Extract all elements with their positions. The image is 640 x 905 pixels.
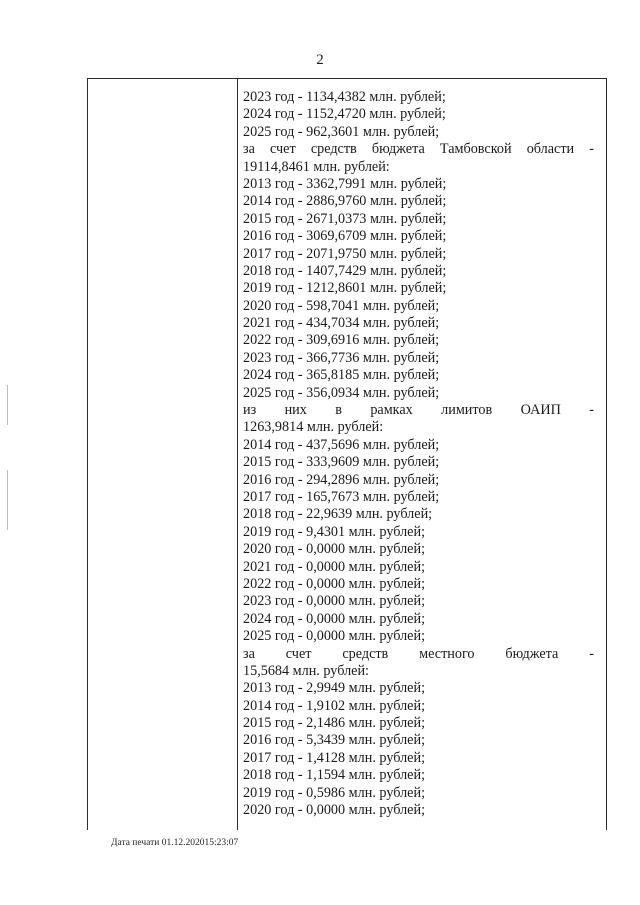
header-word: лимитов — [441, 402, 493, 419]
funding-text — [243, 89, 594, 819]
scan-margin-mark — [7, 385, 8, 425]
funding-line: 2021 год - 0,0000 млн. рублей; — [243, 558, 426, 575]
table-right-cell — [238, 79, 606, 830]
funding-line: 2013 год - 2,9949 млн. рублей; — [243, 680, 426, 697]
funding-line: 2024 год - 365,8185 млн. рублей; — [243, 367, 440, 384]
funding-line: 2015 год - 2671,0373 млн. рублей; — [243, 210, 447, 227]
table-left-cell — [88, 79, 238, 830]
funding-line: 2015 год - 333,9609 млн. рублей; — [243, 454, 440, 471]
header-word: за — [243, 141, 255, 158]
funding-line: 2020 год - 0,0000 млн. рублей; — [243, 802, 426, 819]
local-budget-total: 15,5684 млн. рублей: — [243, 662, 369, 679]
funding-line: 2014 год - 2886,9760 млн. рублей; — [243, 193, 447, 210]
funding-line: 2018 год - 22,9639 млн. рублей; — [243, 506, 433, 523]
header-word: области — [526, 141, 575, 158]
funding-line: 2018 год - 1,1594 млн. рублей; — [243, 767, 426, 784]
scan-margin-mark — [7, 470, 8, 530]
print-date: Дата печати 01.12.202015:23:07 — [111, 838, 239, 848]
funding-line: 2017 год - 1,4128 млн. рублей; — [243, 749, 426, 766]
funding-line: 2019 год - 9,4301 млн. рублей; — [243, 523, 426, 540]
funding-line: 2014 год - 1,9102 млн. рублей; — [243, 697, 426, 714]
header-word: бюджета — [505, 645, 559, 662]
funding-line: 2016 год - 5,3439 млн. рублей; — [243, 732, 426, 749]
oaip-total: 1263,9814 млн. рублей: — [243, 419, 384, 436]
funding-line: 2020 год - 598,7041 млн. рублей; — [243, 297, 440, 314]
header-word: них — [284, 402, 307, 419]
regional-budget-total: 19114,8461 млн. рублей: — [243, 158, 390, 175]
funding-line: 2023 год - 0,0000 млн. рублей; — [243, 593, 426, 610]
header-word: - — [589, 645, 594, 662]
funding-line: 2021 год - 434,7034 млн. рублей; — [243, 315, 440, 332]
funding-line: 2019 год - 0,5986 млн. рублей; — [243, 784, 426, 801]
funding-line: 2023 год - 1134,4382 млн. рублей; — [243, 89, 446, 105]
header-word: бюджета — [371, 141, 425, 158]
header-word: средств — [310, 141, 357, 158]
header-word: - — [589, 402, 594, 419]
funding-line: 2015 год - 2,1486 млн. рублей; — [243, 715, 426, 732]
header-word: Тамбовской — [439, 141, 512, 158]
funding-line: 2016 год - 294,2896 млн. рублей; — [243, 471, 440, 488]
header-word: счет — [270, 141, 296, 158]
funding-line: 2023 год - 366,7736 млн. рублей; — [243, 349, 440, 366]
funding-line: 2024 год - 1152,4720 млн. рублей; — [243, 106, 446, 123]
header-word: счет — [285, 645, 312, 662]
document-table — [87, 78, 607, 830]
funding-line: 2018 год - 1407,7429 млн. рублей; — [243, 262, 447, 279]
header-word: за — [243, 645, 255, 662]
funding-line: 2025 год - 0,0000 млн. рублей; — [243, 628, 426, 645]
funding-line: 2024 год - 0,0000 млн. рублей; — [243, 610, 426, 627]
funding-line: 2025 год - 962,3601 млн. рублей; — [243, 123, 440, 140]
oaip-header — [243, 402, 594, 419]
regional-budget-header — [243, 141, 594, 158]
funding-line: 2014 год - 437,5696 млн. рублей; — [243, 436, 440, 453]
funding-line: 2016 год - 3069,6709 млн. рублей; — [243, 228, 447, 245]
funding-line: 2025 год - 356,0934 млн. рублей; — [243, 384, 440, 401]
header-word: - — [589, 141, 594, 158]
header-word: рамках — [370, 402, 413, 419]
funding-line: 2017 год - 2071,9750 млн. рублей; — [243, 245, 447, 262]
page-number: 2 — [316, 52, 324, 68]
header-word: из — [243, 402, 257, 419]
header-word: средств — [342, 645, 389, 662]
funding-line: 2013 год - 3362,7991 млн. рублей; — [243, 175, 447, 192]
local-budget-header — [243, 646, 594, 663]
funding-line: 2022 год - 0,0000 млн. рублей; — [243, 575, 426, 592]
header-word: в — [335, 402, 342, 419]
header-word: ОАИП — [520, 402, 561, 419]
header-word: местного — [419, 645, 475, 662]
funding-line: 2020 год - 0,0000 млн. рублей; — [243, 541, 426, 558]
funding-line: 2022 год - 309,6916 млн. рублей; — [243, 332, 440, 349]
funding-line: 2019 год - 1212,8601 млн. рублей; — [243, 280, 447, 297]
funding-line: 2017 год - 165,7673 млн. рублей; — [243, 488, 440, 505]
